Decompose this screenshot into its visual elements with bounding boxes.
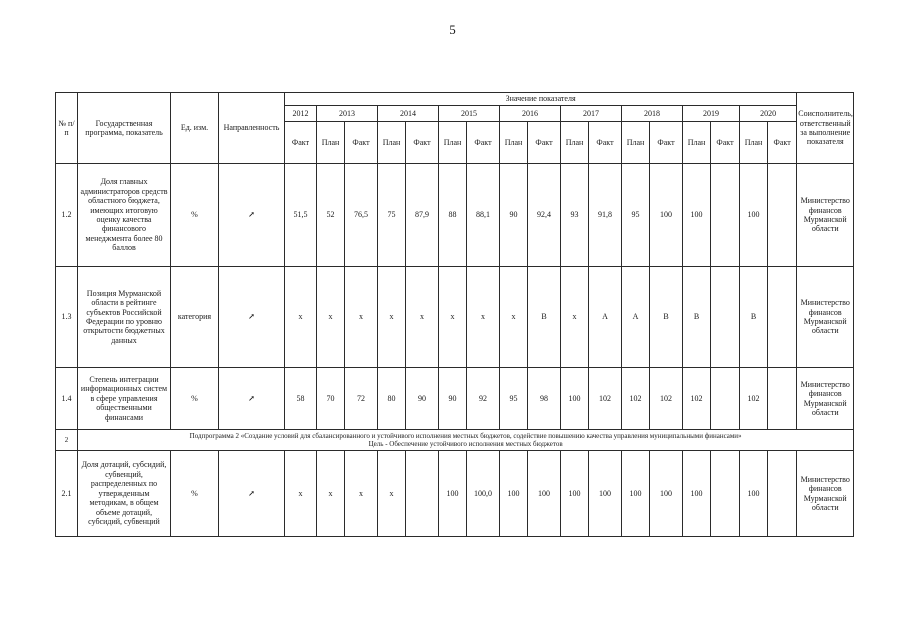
value-cell: 100,0 [467,451,500,537]
arrow-up-right-icon: ↗ [219,164,285,267]
value-cell [711,164,740,267]
year-header: 2017 [561,106,622,122]
header-direction: Направленность [219,93,285,164]
subprogram-row [56,430,854,451]
row-responsible: Министерство финансов Мурманской области [797,451,854,537]
indicator-table [55,92,854,537]
header-program: Государственная программа, показатель [78,93,171,164]
value-cell: 76,5 [345,164,378,267]
value-cell [768,451,797,537]
value-cell: х [317,267,345,368]
arrow-up-right-icon: ↗ [219,451,285,537]
subcol-header: Факт [345,122,378,164]
value-cell: 102 [650,368,683,430]
value-cell: 87,9 [406,164,439,267]
value-cell [711,368,740,430]
year-header: 2012 [285,106,317,122]
value-cell: 100 [500,451,528,537]
value-cell: В [528,267,561,368]
row-unit: % [171,451,219,537]
subcol-header: План [378,122,406,164]
value-cell: 100 [740,164,768,267]
value-cell: х [467,267,500,368]
subcol-header: План [500,122,528,164]
value-cell: 100 [439,451,467,537]
value-cell: 102 [740,368,768,430]
subcol-header: Факт [285,122,317,164]
value-cell: 100 [683,451,711,537]
year-header: 2019 [683,106,740,122]
value-cell: А [589,267,622,368]
value-cell: 75 [378,164,406,267]
value-cell: х [378,267,406,368]
value-cell: х [317,451,345,537]
value-cell: 52 [317,164,345,267]
year-header: 2015 [439,106,500,122]
value-cell: х [345,267,378,368]
subcol-header: Факт [768,122,797,164]
value-cell: х [378,451,406,537]
subcol-header: План [740,122,768,164]
value-cell: 100 [561,368,589,430]
value-cell: 100 [589,451,622,537]
page-number: 5 [449,22,456,37]
value-cell: 102 [589,368,622,430]
value-cell: 100 [528,451,561,537]
arrow-up-right-icon: ↗ [219,368,285,430]
value-cell: 91,8 [589,164,622,267]
subprogram-line-1: Подпрограмма 2 «Создание условий для сбалансированного и устойчивого исполнения местных бюджетов, содействие повышению качества управления муниципальными финансами» [189,431,742,440]
value-cell: 92,4 [528,164,561,267]
value-cell [711,451,740,537]
value-cell: 100 [650,164,683,267]
row-unit: % [171,368,219,430]
header-unit: Ед. изм. [171,93,219,164]
row-unit: % [171,164,219,267]
row-indicator-name: Позиция Мурманской области в рейтинге субъектов Российской Федерации по уровню открытости бюджетных данных [78,267,171,368]
year-header: 2013 [317,106,378,122]
value-cell: 80 [378,368,406,430]
row-num: 1.2 [56,164,78,267]
subcol-header: План [317,122,345,164]
subcol-header: План [622,122,650,164]
value-cell: 100 [740,451,768,537]
subprogram-num: 2 [56,430,78,451]
value-cell: 90 [406,368,439,430]
subcol-header: Факт [467,122,500,164]
subprogram-line-2: Цель - Обеспечение устойчивого исполнения местных бюджетов [368,440,563,448]
value-cell: х [439,267,467,368]
subcol-header: Факт [406,122,439,164]
value-cell: 93 [561,164,589,267]
value-cell: 98 [528,368,561,430]
value-cell: 95 [622,164,650,267]
value-cell [768,164,797,267]
value-cell: 100 [622,451,650,537]
value-cell: 51,5 [285,164,317,267]
row-indicator-name: Степень интеграции информационных систем в сфере управления общественными финансами [78,368,171,430]
value-cell: 70 [317,368,345,430]
subcol-header: Факт [711,122,740,164]
value-cell [768,267,797,368]
value-cell: 102 [622,368,650,430]
value-cell: 100 [561,451,589,537]
row-num: 1.3 [56,267,78,368]
year-header: 2014 [378,106,439,122]
value-cell: А [622,267,650,368]
subcol-header: Факт [650,122,683,164]
table-row [56,164,854,267]
value-cell: х [561,267,589,368]
header-responsible: Соисполнитель, ответственный за выполнение показателя [797,93,854,164]
row-indicator-name: Доля дотаций, субсидий, субвенций, распределенных по утвержденным методикам, в общем объеме дотаций, субсидий, субвенций [78,451,171,537]
value-cell: В [683,267,711,368]
value-cell: 100 [650,451,683,537]
value-cell: 90 [439,368,467,430]
value-cell: 92 [467,368,500,430]
row-responsible: Министерство финансов Мурманской области [797,164,854,267]
value-cell: 95 [500,368,528,430]
value-cell: 58 [285,368,317,430]
subcol-header: Факт [589,122,622,164]
value-cell: В [650,267,683,368]
row-indicator-name: Доля главных администраторов средств областного бюджета, имеющих итоговую оценку качества финансового менеджмента более 80 баллов [78,164,171,267]
year-header: 2018 [622,106,683,122]
subprogram-title [78,430,854,451]
row-responsible: Министерство финансов Мурманской области [797,368,854,430]
value-cell: 100 [683,164,711,267]
value-cell: х [285,267,317,368]
subcol-header: План [439,122,467,164]
table-row [56,267,854,368]
value-cell: х [500,267,528,368]
header-row-1 [56,93,854,106]
arrow-up-right-icon: ↗ [219,267,285,368]
row-num: 1.4 [56,368,78,430]
value-cell [711,267,740,368]
value-cell: 88 [439,164,467,267]
value-cell: 88,1 [467,164,500,267]
value-cell: 90 [500,164,528,267]
value-cell: 72 [345,368,378,430]
subcol-header: Факт [528,122,561,164]
value-cell: х [285,451,317,537]
value-cell: В [740,267,768,368]
value-cell: 102 [683,368,711,430]
table-row [56,368,854,430]
table-row [56,451,854,537]
subcol-header: План [561,122,589,164]
subcol-header: План [683,122,711,164]
value-cell: х [406,267,439,368]
row-num: 2.1 [56,451,78,537]
header-num: № п/п [56,93,78,164]
header-indicator-value: Значение показателя [285,93,797,106]
row-unit: категория [171,267,219,368]
year-header: 2016 [500,106,561,122]
row-responsible: Министерство финансов Мурманской области [797,267,854,368]
year-header: 2020 [740,106,797,122]
value-cell: х [345,451,378,537]
value-cell [406,451,439,537]
value-cell [768,368,797,430]
